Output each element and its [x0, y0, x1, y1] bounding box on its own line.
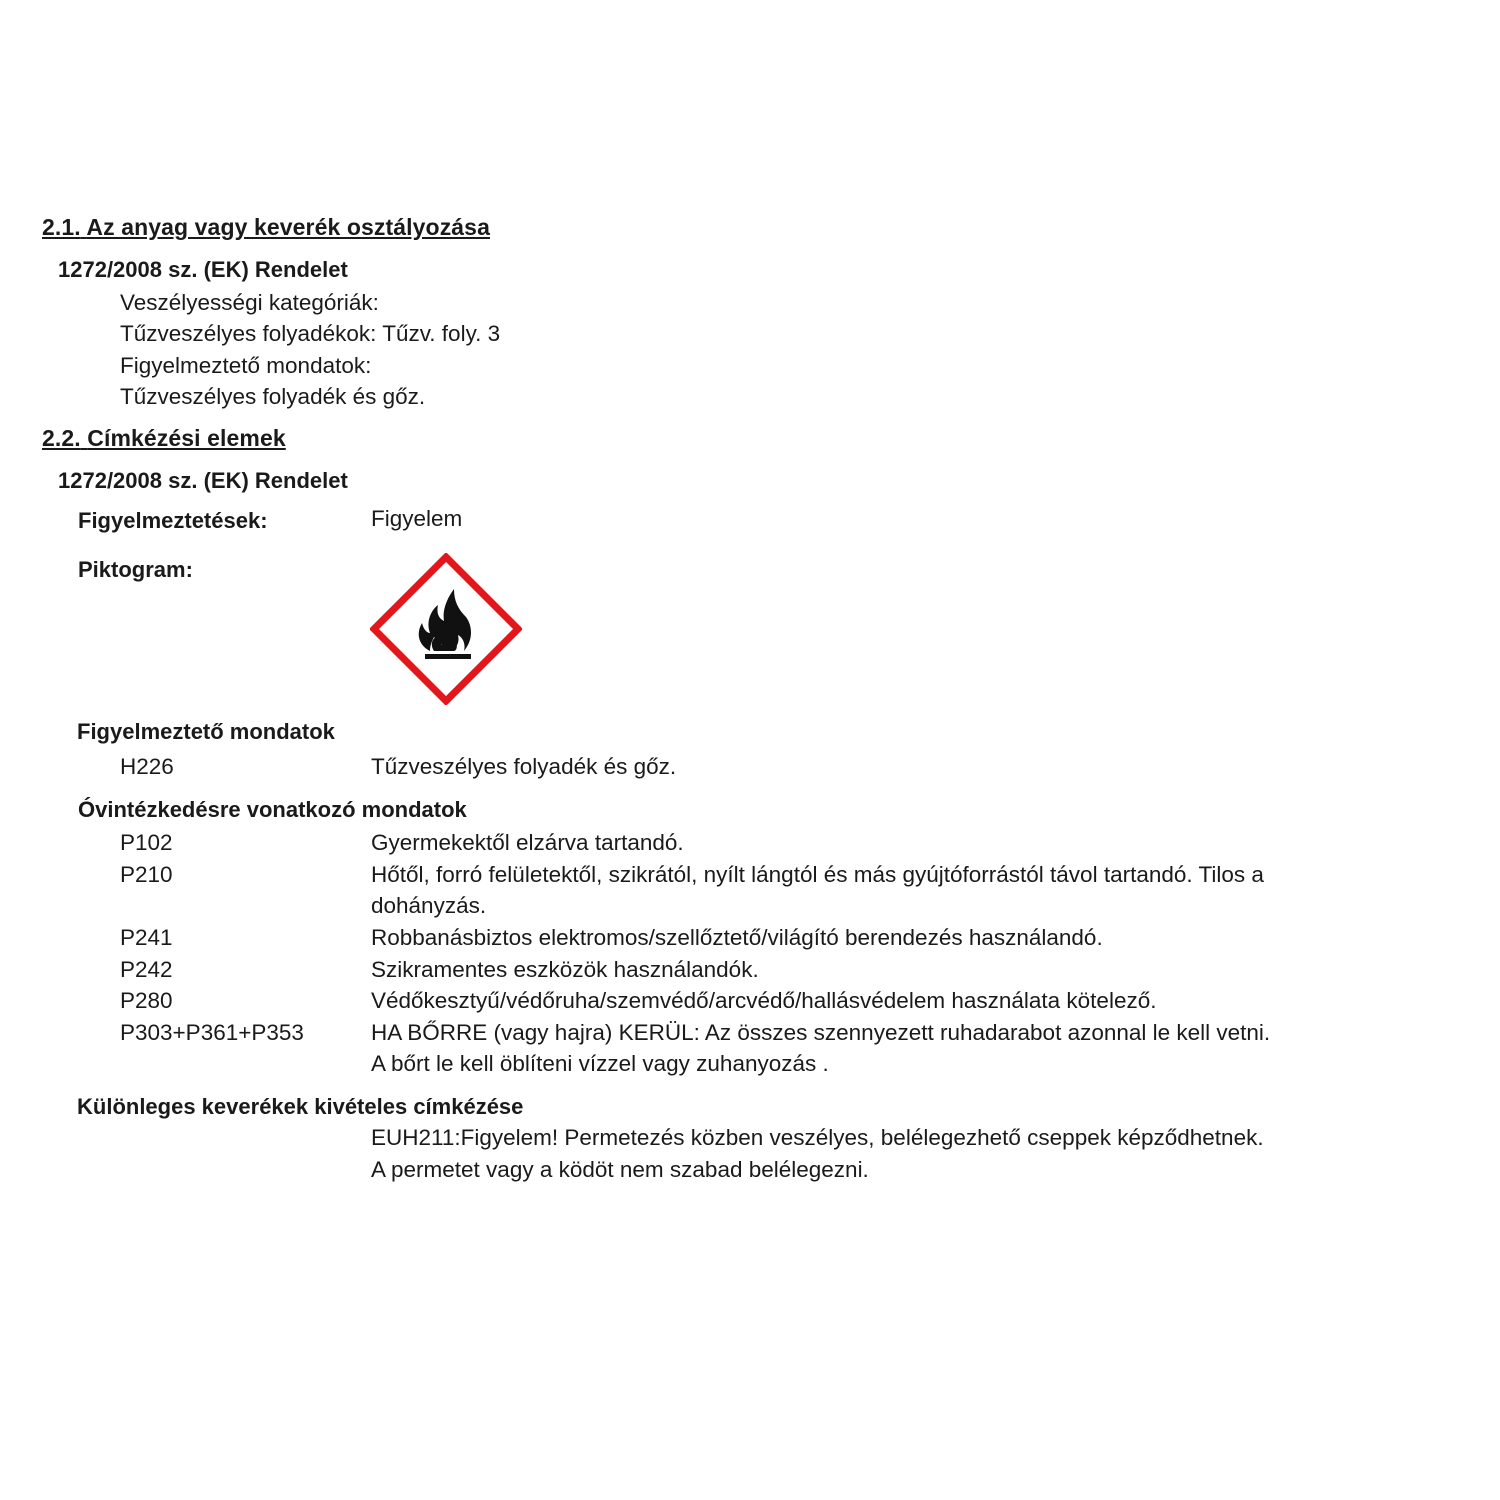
classification-line: Veszélyességi kategóriák: — [120, 290, 379, 315]
precaution-text: Hőtől, forró felületektől, szikrától, nyílt lángtól és más gyújtóforrástól távol tartandó. Tilos a — [371, 862, 1264, 887]
precaution-text: Robbanásbiztos elektromos/szellőztető/világító berendezés használandó. — [371, 925, 1103, 950]
precaution-text: A bőrt le kell öblíteni vízzel vagy zuhanyozás . — [371, 1051, 829, 1076]
section-number: 2.2. — [42, 425, 81, 451]
special-labelling-heading: Különleges keverékek kivételes címkézése — [77, 1094, 524, 1119]
classification-line: Figyelmeztető mondatok: — [120, 353, 372, 378]
precaution-text: Védőkesztyű/védőruha/szemvédő/arcvédő/hallásvédelem használata kötelező. — [371, 988, 1157, 1013]
precaution-code: P210 — [120, 862, 173, 887]
precaution-text: Szikramentes eszközök használandók. — [371, 957, 759, 982]
regulation-label: 1272/2008 sz. (EK) Rendelet — [58, 257, 348, 282]
precaution-code: P303+P361+P353 — [120, 1020, 304, 1045]
precaution-code: P280 — [120, 988, 173, 1013]
special-labelling-text: A permetet vagy a ködöt nem szabad belélegezni. — [371, 1157, 869, 1182]
hazard-code: H226 — [120, 754, 174, 779]
warnings-value: Figyelem — [371, 506, 463, 531]
regulation-label: 1272/2008 sz. (EK) Rendelet — [58, 468, 348, 493]
section-2-1-heading — [42, 214, 490, 241]
section-number: 2.1. — [42, 214, 81, 240]
special-labelling-text: EUH211:Figyelem! Permetezés közben veszélyes, belélegezhető cseppek képződhetnek. — [371, 1125, 1264, 1150]
warnings-label: Figyelmeztetések: — [78, 508, 268, 533]
classification-line: Tűzveszélyes folyadékok: Tűzv. foly. 3 — [120, 321, 501, 346]
precaution-text: HA BŐRRE (vagy hajra) KERÜL: Az összes szennyezett ruhadarabot azonnal le kell vetni. — [371, 1020, 1271, 1045]
precaution-code: P242 — [120, 957, 173, 982]
precaution-text: dohányzás. — [371, 893, 487, 918]
section-title: Címkézési elemek — [87, 425, 286, 451]
section-2-2-heading — [42, 425, 286, 452]
pictogram-label: Piktogram: — [78, 557, 193, 582]
classification-line: Tűzveszélyes folyadék és gőz. — [120, 384, 426, 409]
section-title: Az anyag vagy keverék osztályozása — [86, 214, 490, 240]
precaution-statements-heading: Óvintézkedésre vonatkozó mondatok — [78, 797, 467, 822]
hazard-text: Tűzveszélyes folyadék és gőz. — [371, 754, 677, 779]
flame-ghs02-icon — [370, 553, 522, 705]
precaution-code: P102 — [120, 830, 173, 855]
hazard-statements-heading: Figyelmeztető mondatok — [77, 719, 335, 744]
precaution-code: P241 — [120, 925, 173, 950]
precaution-text: Gyermekektől elzárva tartandó. — [371, 830, 684, 855]
